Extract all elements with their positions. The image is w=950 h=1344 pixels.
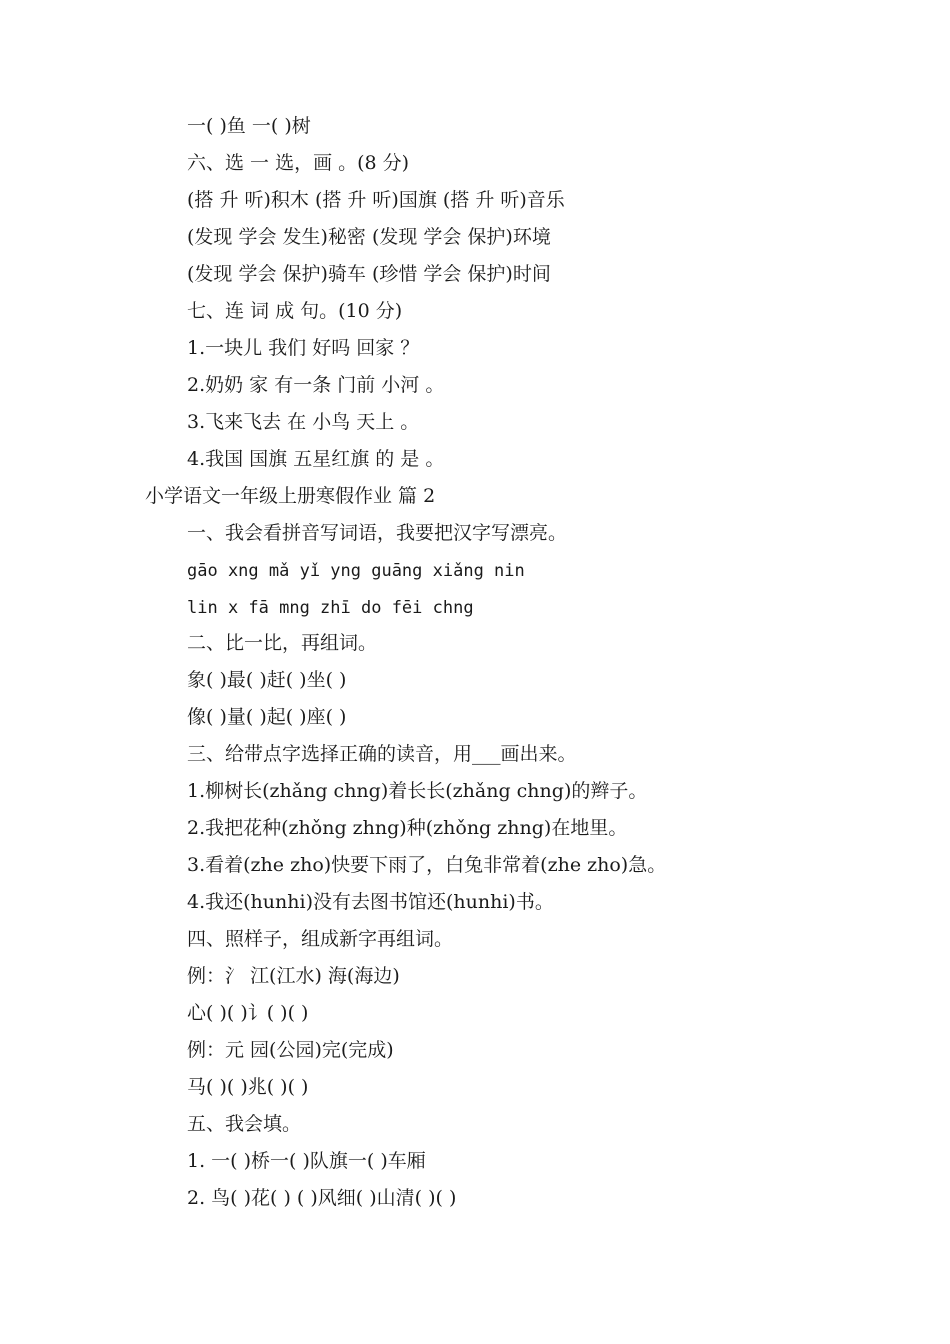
- text-line: 2.我把花种(zhǒng zhng)种(zhǒng zhng)在地里。: [187, 817, 628, 839]
- section-six-title: 六、选 一 选，画 。(8 分): [187, 152, 410, 174]
- text-line: 1.柳树长(zhǎng chng)着长长(zhǎng chng)的辫子。: [187, 780, 648, 802]
- section-one-title: 一、我会看拼音写词语，我要把汉字写漂亮。: [187, 522, 568, 544]
- text-line: 1.一块儿 我们 好吗 回家 ？: [187, 337, 420, 359]
- text-line: 3.飞来飞去 在 小鸟 天上 。: [187, 411, 420, 433]
- section-three-title: 三、给带点字选择正确的读音，用___画出来。: [187, 743, 577, 765]
- section-five-title: 五、我会填。: [187, 1113, 302, 1135]
- text-line: (发现 学会 保护)骑车 (珍惜 学会 保护)时间: [187, 263, 551, 285]
- text-line: 2.奶奶 家 有一条 门前 小河 。: [187, 374, 445, 396]
- pinyin-line: lin x fā mng zhī do fēi chng: [187, 598, 474, 618]
- text-line: 象( )最( )赶( )坐( ): [187, 669, 347, 691]
- text-line: 2. 鸟( )花( ) ( )风细( )山清( )( ): [187, 1187, 457, 1209]
- text-line: 心( )( )讠( )( ): [187, 1002, 309, 1024]
- text-line: 4.我国 国旗 五星红旗 的 是 。: [187, 448, 445, 470]
- section-seven-title: 七、连 词 成 句。(10 分): [187, 300, 403, 322]
- text-line: 一( )鱼 一( )树: [187, 115, 311, 137]
- text-line: 马( )( )兆( )( ): [187, 1076, 309, 1098]
- text-line: 例：元 园(公园)完(完成): [187, 1039, 394, 1061]
- text-line: (发现 学会 发生)秘密 (发现 学会 保护)环境: [187, 226, 551, 248]
- text-line: (搭 升 听)积木 (搭 升 听)国旗 (搭 升 听)音乐: [187, 189, 565, 211]
- text-line: 1. 一( )桥一( )队旗一( )车厢: [187, 1150, 426, 1172]
- article-heading: 小学语文一年级上册寒假作业 篇 2: [145, 485, 436, 507]
- section-two-title: 二、比一比，再组词。: [187, 632, 378, 654]
- text-line: 例：氵 江(江水) 海(海边): [187, 965, 400, 987]
- pinyin-line: gāo xng mǎ yǐ yng guāng xiǎng nin: [187, 561, 525, 581]
- section-four-title: 四、照样子，组成新字再组词。: [187, 928, 454, 950]
- text-line: 3.看着(zhe zho)快要下雨了，白兔非常着(zhe zho)急。: [187, 854, 667, 876]
- text-line: 4.我还(hunhi)没有去图书馆还(hunhi)书。: [187, 891, 554, 913]
- text-line: 像( )量( )起( )座( ): [187, 706, 347, 728]
